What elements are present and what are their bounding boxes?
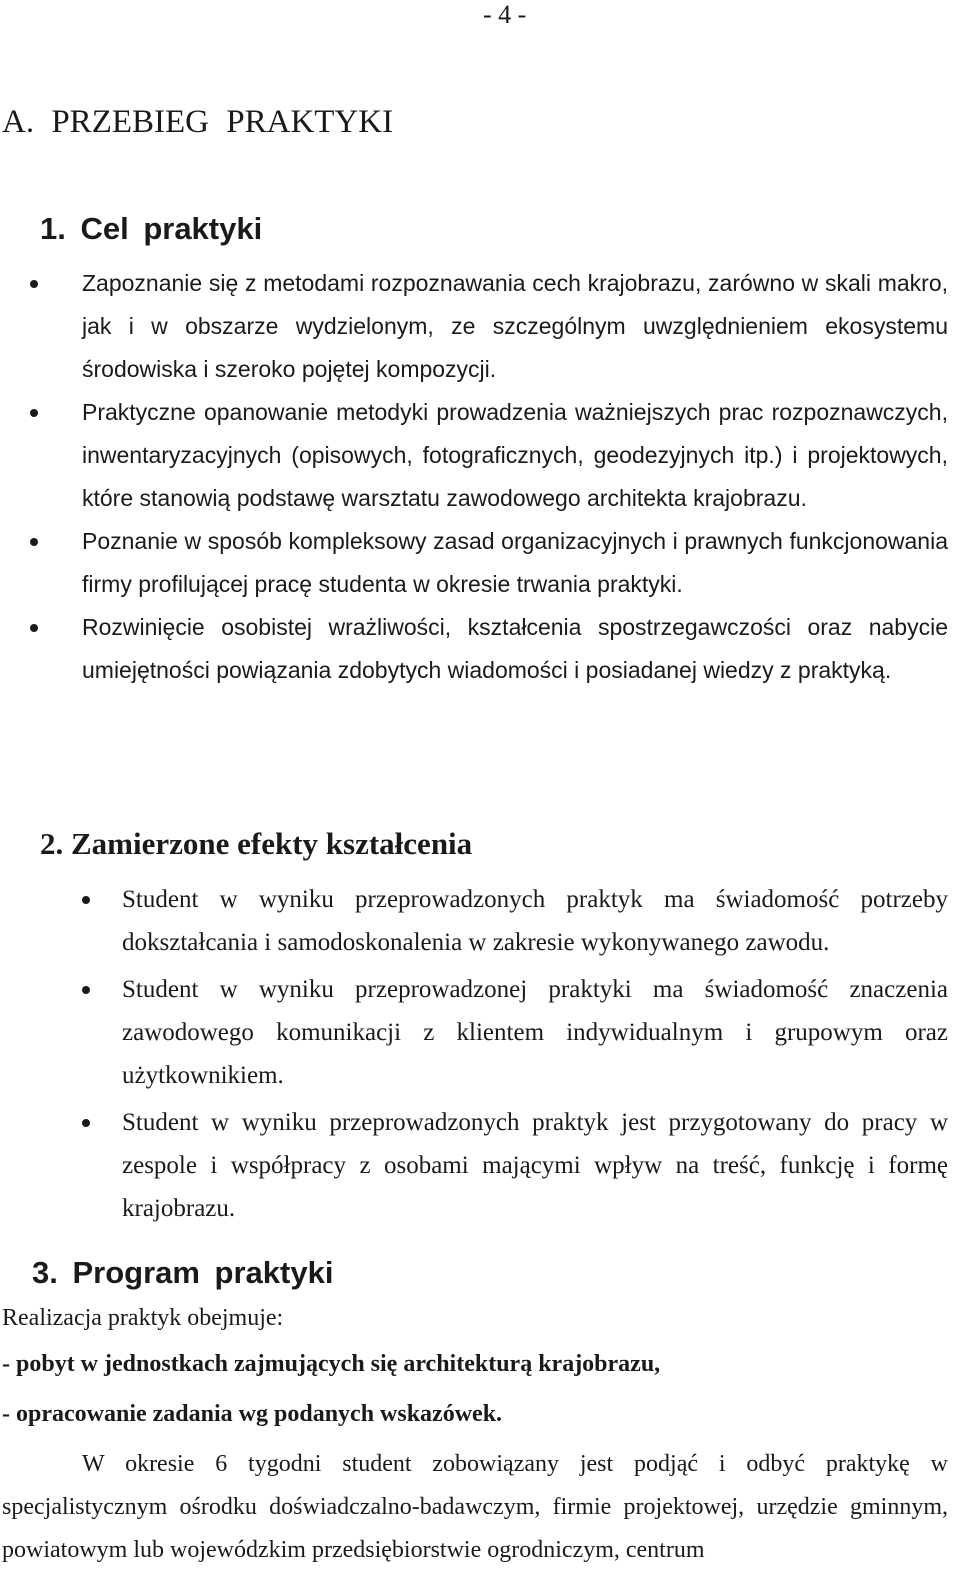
list-item [82,262,948,391]
bullet-icon [82,896,90,904]
list-item [122,878,948,964]
bullet-icon [82,986,90,994]
page-title: A. PRZEBIEG PRAKTYKI [2,104,394,140]
program-item: - opracowanie zadania wg podanych wskazówek. [2,1401,503,1427]
list-item-text: Student w wyniku przeprowadzonej praktyki ma świadomość znaczenia zawodowego komunikacji z klientem indywidualnym i grupowym oraz użytkownikiem. [122,976,948,1089]
bullet-icon [30,624,38,632]
bullet-icon [30,280,38,288]
list-item-text: Zapoznanie się z metodami rozpoznawania cech krajobrazu, zarówno w skali makro, jak i w obszarze wydzielonym, ze szczególnym uwzględnieniem ekosystemu środowiska i szeroko pojętej kompozycji. [82,270,948,382]
bullet-icon [82,1119,90,1127]
bullet-icon [30,409,38,417]
list-item-text: Poznanie w sposób kompleksowy zasad organizacyjnych i prawnych funkcjonowania firmy profilującej pracę studenta w okresie trwania praktyki. [82,528,948,597]
section-1-heading: 1. Cel praktyki [40,211,263,246]
list-item-text: Student w wyniku przeprowadzonych praktyk ma świadomość potrzeby dokształcania i samodoskonalenia w zakresie wykonywanego zawodu. [122,886,948,956]
list-item-text: Praktyczne opanowanie metodyki prowadzenia ważniejszych prac rozpoznawczych, inwentaryzacyjnych (opisowych, fotograficznych, geodezyjnych itp.) i projektowych, które stanowią podstawę warsztatu zawodowego architekta krajobrazu. [82,399,948,511]
section-1-list [82,262,948,692]
list-item [82,606,948,692]
section-3-heading: 3. Program praktyki [32,1255,334,1290]
bullet-icon [30,538,38,546]
section-2-heading: 2. Zamierzone efekty kształcenia [40,826,473,861]
list-item [82,391,948,520]
list-item-text: Student w wyniku przeprowadzonych praktyk jest przygotowany do pracy w zespole i współpracy z osobami mającymi wpływ na treść, funkcję i formę krajobrazu. [122,1109,948,1222]
list-item [82,520,948,606]
program-item: - pobyt w jednostkach zajmujących się architekturą krajobrazu, [2,1351,661,1377]
program-paragraph: W okresie 6 tygodni student zobowiązany jest podjąć i odbyć praktykę w specjalistycznym ośrodku doświadczalno-badawczym, firmie projektowej, urzędzie gminnym, powiatowym lub wojewódzkim przedsiębiorstwie ogrodniczym, centrum [2,1451,948,1563]
list-item [122,968,948,1097]
section-2-list [122,878,948,1230]
list-item [122,1101,948,1230]
program-intro: Realizacja praktyk obejmuje: [2,1305,284,1331]
page-number: - 4 - [483,0,527,29]
list-item-text: Rozwinięcie osobistej wrażliwości, kształcenia spostrzegawczości oraz nabycie umiejętności powiązania zdobytych wiadomości i posiadanej wiedzy z praktyką. [82,614,948,683]
